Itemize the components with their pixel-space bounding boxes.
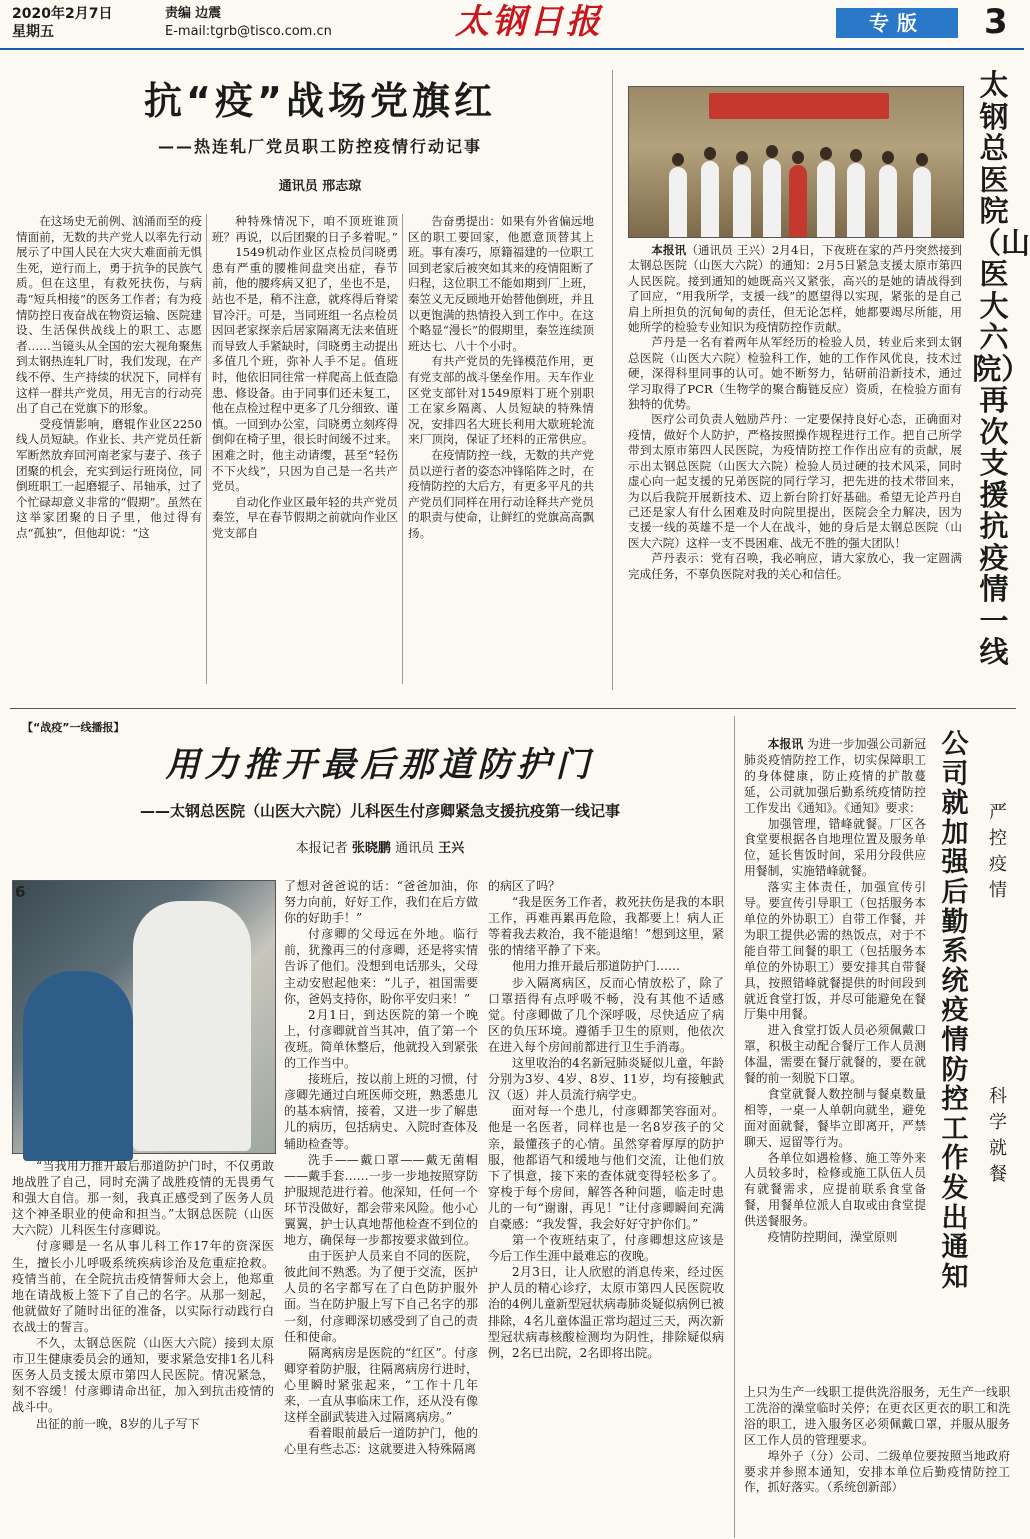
paragraph: 接班后，按以前上班的习惯，付彦卿先通过白班医师交班，熟悉患儿的基本病情，接着，又进一步了解患儿的病历，包括病史、入院时查体及辅助检查等。 xyxy=(284,1072,478,1151)
paragraph: 他用力推开最后那道防护门…… xyxy=(512,959,681,974)
article3-column-3 xyxy=(488,878,724,1361)
column-divider xyxy=(402,214,403,684)
article4-side-slogan-1: 严控疫情 xyxy=(989,802,1007,901)
paragraph: 本报讯 为进一步加强公司新冠肺炎疫情防控工作，切实保障职工的身体健康，防止疫情的扩散蔓延，公司就加强后勤系统疫情防控工作发出《通知》。《通知》要求： xyxy=(744,737,926,815)
paragraph: 2月3日，让人欣慰的消息传来，经过医护人员的精心诊疗，太原市第四人民医院收治的4例儿童新型冠状病毒肺炎疑似病例已被排除，4名儿童体温正常均超过三天，两次新型冠状病毒核酸检测均为阴性，排除疑似病例，2名已出院，2名即将出院。 xyxy=(488,1265,724,1360)
paragraph: 不久，太钢总医院（山医大六院）接到太原市卫生健康委员会的通知，要求紧急安排1名儿科医务人员支援太原市第四人民医院。情况紧急，刻不容缓！付彦卿请命出征，加入到抗击疫情的战斗中。 xyxy=(12,1336,274,1415)
article3-byline: 本报记者 张晓鹏 通讯员 王兴 xyxy=(295,841,465,856)
issue-date: 2020年2月7日 星期五 xyxy=(12,6,113,40)
paragraph: 洗手——戴口罩——戴无菌帽——戴手套……一步一步地按照穿防护服规范进行着。他深知，任何一个环节没做好，都会带来风险。他小心翼翼，护士认真地帮他检查不到位的地方，确保每一步都按要求做到位。 xyxy=(284,1152,478,1248)
paragraph: 食堂就餐人数控制与餐桌数量相等，一桌一人单朝向就坐，避免面对面就餐，餐毕立即离开，严禁聊天、逗留等行为。 xyxy=(744,1086,926,1149)
article1-column-3 xyxy=(408,214,594,541)
column-divider xyxy=(612,70,613,690)
article4-column-2 xyxy=(744,1385,1010,1496)
paragraph: 的病区了吗？ xyxy=(488,879,561,893)
paragraph: 芦丹表示：党有召唤，我必响应，请大家放心，我一定圆满完成任务，不辜负医院对我的关心和信任。 xyxy=(628,551,962,581)
article1-title: 抗“疫”战场党旗红 xyxy=(144,79,496,123)
article3-column-2 xyxy=(284,878,478,1457)
article1-column-1 xyxy=(16,214,202,541)
paragraph: 医疗公司负责人勉励芦丹：一定要保持良好心态，正确面对疫情，做好个人防护，严格按照操作规程进行工作。把自己所学带到太原市第四人民医院，为疫情防控工作作出应有的贡献，展示出太钢总医院（山医大六院）检验人员过硬的技术风采，同时虚心向一起支援的兄弟医院的同行学习，把先进的技术带回来，为以后我院开展新技术、迈上新台阶打好基础。希望无论芦丹自己还是家人有什么困难及时向院里提出，医院会全力解决，因为支援一线的英雄不是一个人在战斗，她的身后是太钢总医院（山医大六院）这样一支不畏困难、战无不胜的强大团队！ xyxy=(628,412,962,550)
section-divider xyxy=(10,708,1016,709)
masthead xyxy=(0,0,1024,50)
editor-email[interactable]: E-mail:tgrb@tisco.com.cn xyxy=(165,24,332,39)
paragraph: 在疫情防控一线，无数的共产党员以逆行者的姿态冲锋陷阵之时，在疫情防控的大后方，有更多平凡的共产党员们同样在用行动诠释共产党员的职责与使命，让鲜红的党旗高高飘扬。 xyxy=(408,447,594,540)
page-number: 3 xyxy=(984,2,1008,42)
paragraph: 上只为生产一线职工提供洗浴服务，无生产一线职工洗浴的澡堂临时关停；在更衣区更衣的职工和洗浴的职工，进入服务区必须佩戴口罩，并服从服务区工作人员的管理要求。 xyxy=(744,1385,1010,1447)
paragraph: 1549机动作业区点检员闫晓勇患有严重的腰椎间盘突出症，春节前，他的腰疼病又犯了，坐也不是，站也不是，稍不注意，就疼得后脊梁冒冷汗。可是，当同班组一名点检员因回老家探亲后居家隔离无法来值班而导致人手紧缺时，闫晓勇主动提出多值几个班，弥补人手不足。值班时，他依旧同往常一样爬高上低查隐患、修设备。由于同事们还未复工，他在点检过程中更多了几分细致、谨慎。一回到办公室，闫晓勇立刻疼得倒仰在椅子里，很长时间缓不过来。困难之时，他主动请缨，甚至“轻伤不下火线”，只因为自己是一名共产党员。 xyxy=(212,245,398,494)
article4-lead: 本报讯 xyxy=(767,737,804,751)
article2-lead: 本报讯 xyxy=(651,243,687,257)
paragraph: 疫情防控期间，澡堂原则 xyxy=(767,1230,898,1245)
paragraph: 种特殊情况下，咱不顶班谁顶班？再说，以后团聚的日子多着呢。” xyxy=(212,214,398,244)
paragraph: 埠外子（分）公司、二级单位要按照当地政府要求并参照本通知，安排本单位后勤疫情防控工作，抓好落实。（系统创新部） xyxy=(744,1448,1010,1495)
paragraph: 由于医护人员来自不同的医院，彼此间不熟悉。为了便于交流，医护人员的名字都写在了白色防护服外面。当在防护服上写下自己名字的那一刻，付彦卿深切感受到了自己的责任和使命。 xyxy=(284,1249,478,1344)
protective-suit xyxy=(133,901,251,1151)
article3-tag: 【“战疫”一线播报】 xyxy=(22,721,125,734)
paragraph: “当我用力推开最后那道防护门时，不仅勇敢地战胜了自己，同时充满了战胜疫情的无畏勇气和强大自信。那一刻，我真正感受到了医务人员这个神圣职业的使命和担当。”太钢总医院（山医大六院）儿科医生付彦卿说。 xyxy=(12,1159,274,1238)
article3-title: 用力推开最后那道防护门 xyxy=(165,745,595,785)
paragraph: “我是医务工作者，救死扶伤是我的本职工作，再难再累再危险，我都要上！病人正等着我去救治，我不能退缩！”想到这里，紧张的情绪平静了下来。 xyxy=(488,895,724,958)
nurse-figure xyxy=(23,971,133,1161)
paragraph: 隔离病房是医院的“红区”。付彦卿穿着防护服，往隔离病房行进时，心里瞬时紧张起来，“工作十几年来，一直从事临床工作，还从没有像这样全副武装进入过隔离病房。” xyxy=(284,1345,478,1425)
paragraph: 芦丹是一名有着两年从军经历的检验人员，转业后来到太钢总医院（山医大六院）检验科工作，她的工作作风优良，技术过硬，深得科里同事的认可。她不断努力，钻研前沿新技术，通过学习取得了PCR（生物学的聚合酶链反应）资质，在检验方面有独特的优势。 xyxy=(628,335,962,412)
paragraph: 了想对爸爸说的话：“爸爸加油，你努力向前，好好工作，我们在后方做你的好助手！” xyxy=(284,879,478,926)
paragraph: 这里收治的4名新冠肺炎疑似儿童，年龄分别为3岁、4岁、8岁、11岁，均有接触武汉（返）并人员流行病学史。 xyxy=(488,1056,724,1103)
paragraph: 本报讯（通讯员 王兴）2月4日，下夜班在家的芦丹突然接到太钢总医院（山医大六院）的通知：2月5日紧急支援太原市第四人民医院。接到通知的她既高兴又紧张，高兴的是她的请战得到了回应，“用我所学，支援一线”的愿望得以实现，紧张的是自己肩上所担负的沉甸甸的责任，但无论怎样，她都要竭尽所能，用她所学的检验专业知识为疫情防控作贡献。 xyxy=(628,243,962,335)
column-divider xyxy=(734,716,735,1538)
article3-column-1 xyxy=(12,1158,274,1432)
paragraph: 在这场史无前例、汹涌而至的疫情面前，无数的共产党人以率先行动展示了中国人民在大灾大难面前无惧生死，逆行而上，勇于抗争的民族气质。但在这里，有救死扶伤，与病毒“短兵相接”的医务工作者；有为疫情防控日夜奋战在物资运输、医院建设、生活保供战线上的职工、志愿者……当镜头从全国的宏大视角聚焦到太钢热连轧厂时，我们发现，在产线不停、生产持续的状况下，同样有这样一群共产党员，用无言的行动亮出了自己在党旗下的形象。 xyxy=(16,214,202,416)
paragraph: 看着眼前最后一道防护门，他的心里有些忐忑：这就要进入特殊隔离 xyxy=(284,1426,478,1457)
article2-body xyxy=(628,243,962,582)
editor-info: 责编 边震 E-mail:tgrb@tisco.com.cn xyxy=(165,6,332,39)
medical-team-photo xyxy=(628,86,964,238)
article1-byline: 通讯员 邢志琼 xyxy=(278,179,362,194)
paragraph: 付彦卿的父母远在外地。临行前，犹豫再三的付彦卿，还是将实情告诉了他们。没想到电话那头，父母主动安慰起他来：“儿子，祖国需要你，爸妈支持你，盼你平安归来！” xyxy=(284,927,478,1006)
paragraph: 受疫情影响，磨辊作业区2250线人员短缺。作业长、共产党员任新军断然放弃回河南老家与妻子、孩子团聚的机会，充实到运行班岗位，同倒班职工一起磨辊子、吊轴承，过了个忙碌却意义非常的“假期”。虽然在这举家团聚的日子里，他过得有点“孤独”，但他却说：“这 xyxy=(16,416,202,540)
photo-banner xyxy=(709,93,889,119)
article2-title: 太钢总医院（山医大六院）再次支援抗疫情一线 xyxy=(972,68,1030,669)
article4-side-slogan-2: 科学就餐 xyxy=(989,1086,1007,1185)
article4-title: 公司就加强后勤系统疫情防控工作发出通知 xyxy=(941,729,969,1293)
article4-column-1 xyxy=(744,737,926,1246)
paragraph: 加强管理，错峰就餐。厂区各食堂要根据各自地理位置及服务单位，延长售饭时间，采用分段供应用餐制，实施错峰就餐。 xyxy=(744,816,926,879)
paragraph: 进入食堂打饭人员必须佩戴口罩，积极主动配合餐厅工作人员测体温，需要在餐厅就餐的，要在就餐的前一刻脱下口罩。 xyxy=(744,1023,926,1086)
paragraph: 各单位如遇检修、施工等外来人员较多时，检修或施工队伍人员有就餐需求，应提前联系食堂备餐，用餐单位派人自取或由食堂提供送餐服务。 xyxy=(744,1150,926,1229)
column-divider xyxy=(206,214,207,684)
paragraph: 第一个夜班结束了，付彦卿想这应该是今后工作生涯中最难忘的夜晚。 xyxy=(488,1233,724,1264)
doctor-signing-suit-photo xyxy=(12,880,276,1154)
paragraph: 告奋勇提出：如果有外省偏远地区的职工要回家，他愿意顶替其上班。事有凑巧，原籍福建的一位职工回到老家后被突如其来的疫情阻断了归程，这位职工不能如期到厂上班，秦笠义无反顾地开始替他倒班，并且以更饱满的热情投入到工作中。在这个略显“漫长”的假期里，秦笠连续顶班达七、八十个小时。 xyxy=(408,214,594,353)
paragraph: 步入隔离病区，反而心情放松了，除了口罩捂得有点呼吸不畅，没有其他不适感觉。付彦卿做了几个深呼吸，尽快适应了病区的负压环境。遵循手卫生的原则，他依次在进入每个房间前都进行卫生手消毒。 xyxy=(488,975,724,1054)
article1-column-2 xyxy=(212,214,398,541)
article3-subtitle: ——太钢总医院（山医大六院）儿科医生付彦卿紧急支援抗疫第一线记事 xyxy=(139,802,620,820)
article1-subtitle: ——热连轧厂党员职工防控疫情行动记事 xyxy=(157,137,482,156)
paragraph: 有共产党员的先锋模范作用，更有党支部的战斗堡垒作用。天车作业区党支部针对1549原料丁班个别职工在家乡隔离、人员短缺的特殊情况，安排四名大班长利用大歇班轮流来厂顶岗，保证了坯料的正常供应。 xyxy=(408,354,594,447)
paragraph: 出征的前一晚，8岁的儿子写下 xyxy=(36,1416,200,1431)
paragraph: 面对每一个患儿，付彦卿都笑容面对。他是一名医者，同样也是一名8岁孩子的父亲，最懂孩子的心情。虽然穿着厚厚的防护服，他都语气和缓地与他们交流，让他们放下了惧意，接下来的查体就变得轻松多了。穿梭于每个房间，解答各种问题，临走时患儿的一句“谢谢，再见！”让付彦卿瞬间充满自豪感：“我发誓，我会好好守护你们。” xyxy=(488,1104,724,1231)
photo-number: 6 xyxy=(15,883,26,901)
newspaper-logo: 太钢日报 xyxy=(455,2,603,42)
paragraph: 落实主体责任，加强宣传引导。要宣传引导职工（包括服务本单位的外协职工）自带工作餐，并为职工提供必需的热饭点，对于不能自带工间餐的职工（包括服务本单位的外协职工）要安排其自带餐具，按照错峰就餐提供的时间段到就近食堂打饭，并尽可能避免在餐厅集中用餐。 xyxy=(744,880,926,1022)
paragraph: 自动化作业区最年轻的共产党员秦笠，早在春节假期之前就向作业区党支部自 xyxy=(212,494,398,540)
paragraph: 付彦卿是一名从事儿科工作17年的资深医生，擅长小儿呼吸系统疾病诊治及危重症抢救。疫情当前，在全院抗击疫情誓师大会上，他郑重地在请战板上签下了自己的名字。从那一刻起，他就做好了随时出征的准备，以实际行动践行白衣战士的誓言。 xyxy=(12,1239,274,1334)
section-badge: 专版 xyxy=(836,8,958,38)
paragraph: 2月1日，到达医院的第一个晚上，付彦卿就首当其冲，值了第一个夜班。简单休整后，他就投入到紧张的工作当中。 xyxy=(284,1007,478,1071)
